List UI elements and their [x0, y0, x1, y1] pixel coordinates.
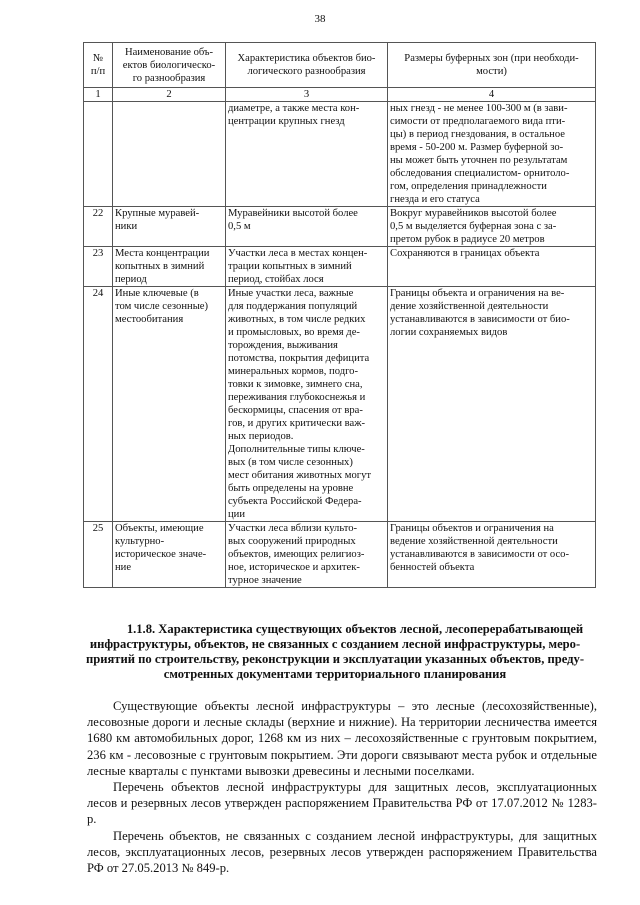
- cell-line: ции: [228, 509, 246, 520]
- cell-line: центрации крупных гнезд: [228, 116, 345, 127]
- cell-line: Вокруг муравейников высотой более: [390, 208, 557, 219]
- object-name-cell: [113, 247, 226, 287]
- cell-line: мест обитания животных могут: [228, 470, 372, 481]
- column-number: 2: [113, 88, 226, 102]
- cell-line: трации копытных в зимний: [228, 261, 352, 272]
- cell-line: время - 50-200 м. Размер буферной зо-: [390, 142, 564, 153]
- cell-line: ных периодов.: [228, 431, 294, 442]
- cell-line: диаметре, а также места кон-: [228, 103, 360, 114]
- cell-line: №: [92, 53, 104, 64]
- cell-line: бенностей объекта: [390, 562, 475, 573]
- cell-line: Размеры буферных зон (при необходи-: [404, 53, 579, 64]
- cell-line: историческое значе-: [115, 549, 207, 560]
- cell-line: мости): [476, 66, 507, 77]
- cell-line: Границы объекта и ограничения на ве-: [390, 288, 565, 299]
- buffer-zone-cell: [388, 207, 596, 247]
- cell-line: животных, в том числе редких: [228, 314, 366, 325]
- cell-line: Крупные муравей-: [115, 208, 200, 219]
- paragraph: Перечень объектов лесной инфраструктуры для защитных лесов, эксплуатационных лесов и резервных лесов утвержден распоряжением Правительства РФ от 17.07.2012 № 1283-р.: [87, 780, 597, 827]
- cell-line: Иные участки леса, важные: [228, 288, 354, 299]
- column-header: [84, 43, 113, 88]
- cell-line: товки к зимовке, зимнего сна,: [228, 379, 363, 390]
- table-row: [84, 102, 596, 207]
- cell-line: Характеристика объектов био-: [237, 53, 376, 64]
- cell-line: гнезда и его статуса: [390, 194, 480, 205]
- cell-line: копытных в зимний: [115, 261, 205, 272]
- characteristic-cell: [226, 522, 388, 588]
- cell-line: для поддержания популяций: [228, 301, 358, 312]
- cell-line: ны может быть уточнен по результатам: [390, 155, 568, 166]
- cell-line: ных гнезд - не менее 100-300 м (в зави-: [390, 103, 568, 114]
- row-number: [84, 102, 113, 207]
- buffer-zone-cell: [388, 522, 596, 588]
- cell-line: быть определены на уровне: [228, 483, 354, 494]
- characteristic-cell: [226, 247, 388, 287]
- cell-line: п/п: [90, 66, 106, 77]
- cell-line: объектов, имеющих религиоз-: [228, 549, 365, 560]
- column-number-row: [84, 88, 596, 102]
- cell-line: вых сооружений природных: [228, 536, 356, 547]
- cell-line: турное значение: [228, 575, 302, 586]
- characteristic-cell: [226, 102, 388, 207]
- cell-line: минеральных кормов, подго-: [228, 366, 358, 377]
- paragraph: Существующие объекты лесной инфраструктуры – это лесные (лесохозяйственные), лесовозные дороги и лесные склады (верхние и нижние). На территории лесничества имеется 1680 км автомобильных дорог, 1268 км из них – лесохозяйственные с грунтовым покрытием, 236 км - лесовозные с грунтовым покрытием. Эти дороги связывают места рубок и отдельные лесные кварталы с пунктами вывозки древесины и лесными поселками.: [87, 699, 597, 778]
- cell-line: 0,5 м: [228, 221, 251, 232]
- biodiversity-table: [83, 42, 596, 588]
- column-header: [388, 43, 596, 88]
- column-header: [113, 43, 226, 88]
- cell-line: логии сохраняемых видов: [390, 327, 508, 338]
- heading-line: 1.1.8. Характеристика существующих объектов лесной, лесоперерабатывающей: [126, 622, 584, 636]
- cell-line: претом рубок в радиусе 20 метров: [390, 234, 545, 245]
- buffer-zone-cell: [388, 102, 596, 207]
- object-name-cell: [113, 522, 226, 588]
- cell-line: гом, определения принадлежности: [390, 181, 547, 192]
- column-number: 4: [388, 88, 596, 102]
- cell-line: период: [115, 274, 147, 285]
- table-row: [84, 207, 596, 247]
- row-number: 22: [84, 207, 113, 247]
- cell-line: переживания глубокоснежья и: [228, 392, 366, 403]
- section-heading: [70, 622, 600, 682]
- cell-line: Участки леса вблизи культо-: [228, 523, 358, 534]
- row-number: 24: [84, 287, 113, 522]
- cell-line: Иные ключевые (в: [115, 288, 199, 299]
- cell-line: обследования специалистом- орнитоло-: [390, 168, 570, 179]
- table-header-row: [84, 43, 596, 88]
- cell-line: устанавливаются в зависимости от осо-: [390, 549, 569, 560]
- cell-line: и промысловых, во время де-: [228, 327, 360, 338]
- cell-line: 0,5 м выделяется буферная зона с за-: [390, 221, 557, 232]
- object-name-cell: [113, 102, 226, 207]
- heading-line: смотренных документами территориального планирования: [163, 667, 507, 681]
- characteristic-cell: [226, 287, 388, 522]
- cell-line: Участки леса в местах концен-: [228, 248, 368, 259]
- cell-line: Наименование объ-: [124, 46, 214, 58]
- cell-line: устанавливаются в зависимости от био-: [390, 314, 570, 325]
- cell-line: Объекты, имеющие: [115, 523, 204, 534]
- object-name-cell: [113, 207, 226, 247]
- table-row: [84, 522, 596, 588]
- cell-line: бескормицы, спасения от вра-: [228, 405, 363, 416]
- cell-line: ное, историческое и архитек-: [228, 562, 360, 573]
- object-name-cell: [113, 287, 226, 522]
- cell-line: субъекта Российской Федера-: [228, 496, 362, 507]
- cell-line: дение хозяйственной деятельности: [390, 301, 549, 312]
- heading-line: приятий по строительству, реконструкции и эксплуатации указанных объектов, преду-: [85, 652, 585, 666]
- cell-line: том числе сезонные): [115, 301, 209, 312]
- cell-line: Места концентрации: [115, 248, 210, 259]
- cell-line: го разнообразия: [132, 72, 206, 84]
- cell-line: ектов биологическо-: [122, 59, 216, 71]
- cell-line: культурно-: [115, 536, 165, 547]
- cell-line: симости от предполагаемого вида пти-: [390, 116, 566, 127]
- row-number: 25: [84, 522, 113, 588]
- cell-line: гов, и других критически важ-: [228, 418, 366, 429]
- buffer-zone-cell: [388, 287, 596, 522]
- page-number: 38: [314, 13, 326, 25]
- cell-line: потомства, покрытия дефицита: [228, 353, 370, 364]
- table-row: [84, 287, 596, 522]
- cell-line: ники: [115, 221, 138, 232]
- cell-line: торождения, выживания: [228, 340, 338, 351]
- cell-line: цы) в период гнездования, в остальное: [390, 129, 565, 140]
- characteristic-cell: [226, 207, 388, 247]
- paragraph: Перечень объектов, не связанных с созданием лесной инфраструктуры, для защитных лесов, эксплуатационных лесов, резервных лесов утвержден распоряжением Правительства РФ от 27.05.2013 № 849-р.: [87, 828, 597, 876]
- cell-line: Муравейники высотой более: [228, 208, 358, 219]
- table-row: [84, 247, 596, 287]
- cell-line: Сохраняются в границах объекта: [390, 248, 540, 259]
- cell-line: Границы объектов и ограничения на: [390, 523, 554, 534]
- buffer-zone-cell: [388, 247, 596, 287]
- column-number: 3: [226, 88, 388, 102]
- cell-line: Дополнительные типы ключе-: [228, 444, 365, 455]
- heading-line: инфраструктуры, объектов, не связанных с созданием лесной инфраструктуры, меро-: [89, 637, 581, 651]
- cell-line: местообитания: [115, 314, 184, 325]
- section-body: [87, 698, 597, 876]
- cell-line: вых (в том числе сезонных): [228, 457, 353, 468]
- column-header: [226, 43, 388, 88]
- row-number: 23: [84, 247, 113, 287]
- column-number: 1: [84, 88, 113, 102]
- cell-line: ние: [115, 562, 132, 573]
- cell-line: период, стойбах лося: [228, 274, 324, 285]
- cell-line: логического разнообразия: [247, 66, 366, 77]
- cell-line: ведение хозяйственной деятельности: [390, 536, 558, 547]
